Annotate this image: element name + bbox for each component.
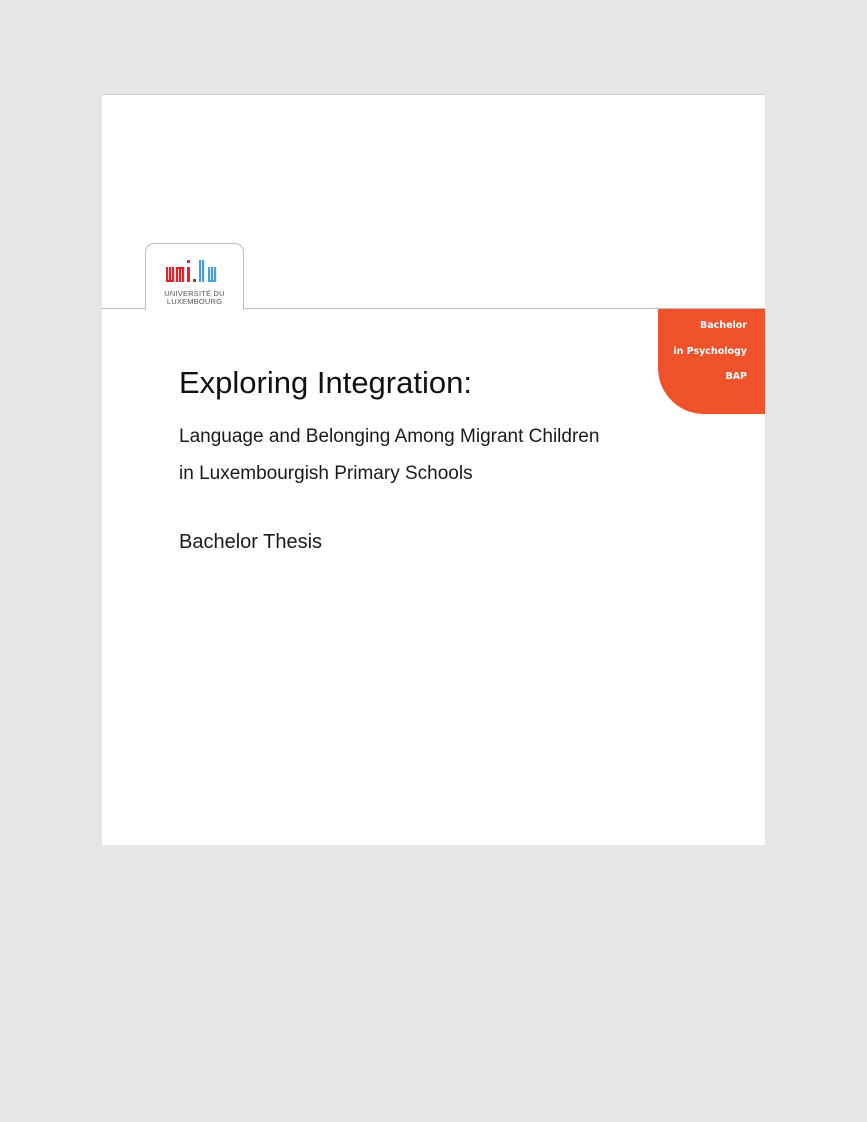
badge-line-program: in Psychology [673,346,747,357]
thesis-subtitle-line2: in Luxembourgish Primary Schools [179,463,473,484]
cover-page [102,94,765,845]
thesis-title: Exploring Integration: [179,365,472,400]
university-name-line1: UNIVERSITÉ DU [164,289,225,298]
badge-line-code: BAP [725,371,747,382]
badge-line-degree: Bachelor [700,320,747,331]
program-badge [658,309,765,414]
university-name-line2: LUXEMBOURG [166,297,223,306]
university-logo [145,243,244,310]
thesis-subtitle-line1: Language and Belonging Among Migrant Children [179,426,600,447]
university-name [146,290,243,306]
uni-lu-logo-icon [166,260,224,282]
document-type: Bachelor Thesis [179,531,323,553]
